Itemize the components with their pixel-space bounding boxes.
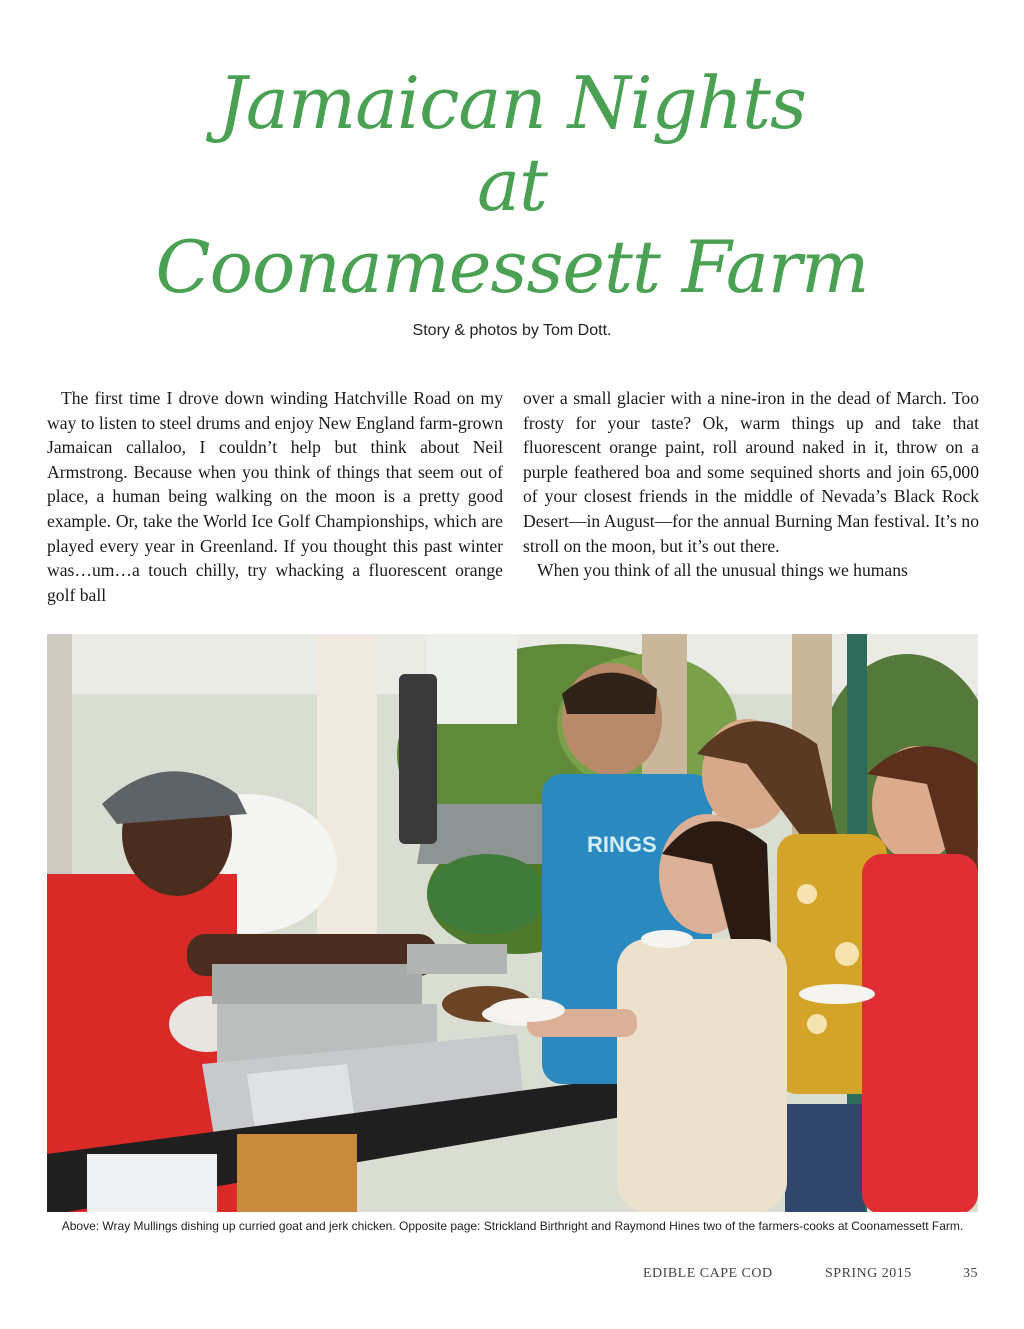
body-paragraph-1: The first time I drove down winding Hatchville Road on my way to listen to steel drums and enjoy New England farm-grown Jamaican callaloo, I couldn’t help but think about Neil Armstrong. Because when you think of things that seem out of place, a human being walking on the moon is a pretty good example. Or, take the World Ice Golf Championships, which are played every year in Greenland. If you thought this past winter was…um…a touch chilly, try whacking a fluorescent orange golf ball [47, 388, 503, 605]
footer-issue: SPRING 2015 [825, 1266, 912, 1281]
page-footer [560, 1266, 978, 1286]
headline-line-3: Coonamessett Farm [155, 225, 869, 309]
headline-line-2: at [477, 143, 547, 227]
body-column-right [523, 386, 979, 583]
feature-photo [47, 634, 978, 1212]
shirt-text: RINGS [587, 832, 657, 857]
page-number: 35 [963, 1266, 978, 1281]
footer-publication: EDIBLE CAPE COD [643, 1266, 773, 1281]
body-column-left [47, 386, 503, 607]
byline: Story & photos by Tom Dott. [412, 322, 612, 339]
headline-line-1: Jamaican Nights [218, 61, 806, 145]
photo-caption: Above: Wray Mullings dishing up curried goat and jerk chicken. Opposite page: Strickland Birthright and Raymond Hines two of the farmers-cooks at Coonamessett Farm. [61, 1219, 964, 1233]
body-paragraph-2: When you think of all the unusual things we humans [537, 560, 908, 581]
body-paragraph-1-continued: over a small glacier with a nine-iron in the dead of March. Too frosty for your taste? Ok, warm things up and take that fluorescent orange paint, roll around naked in it, throw on a purple feathered boa and some sequined shorts and join 65,000 of your closest friends in the middle of Nevada’s Black Rock Desert—in August—for the annual Burning Man festival. It’s no stroll on the moon, but it’s out there. [523, 388, 979, 556]
